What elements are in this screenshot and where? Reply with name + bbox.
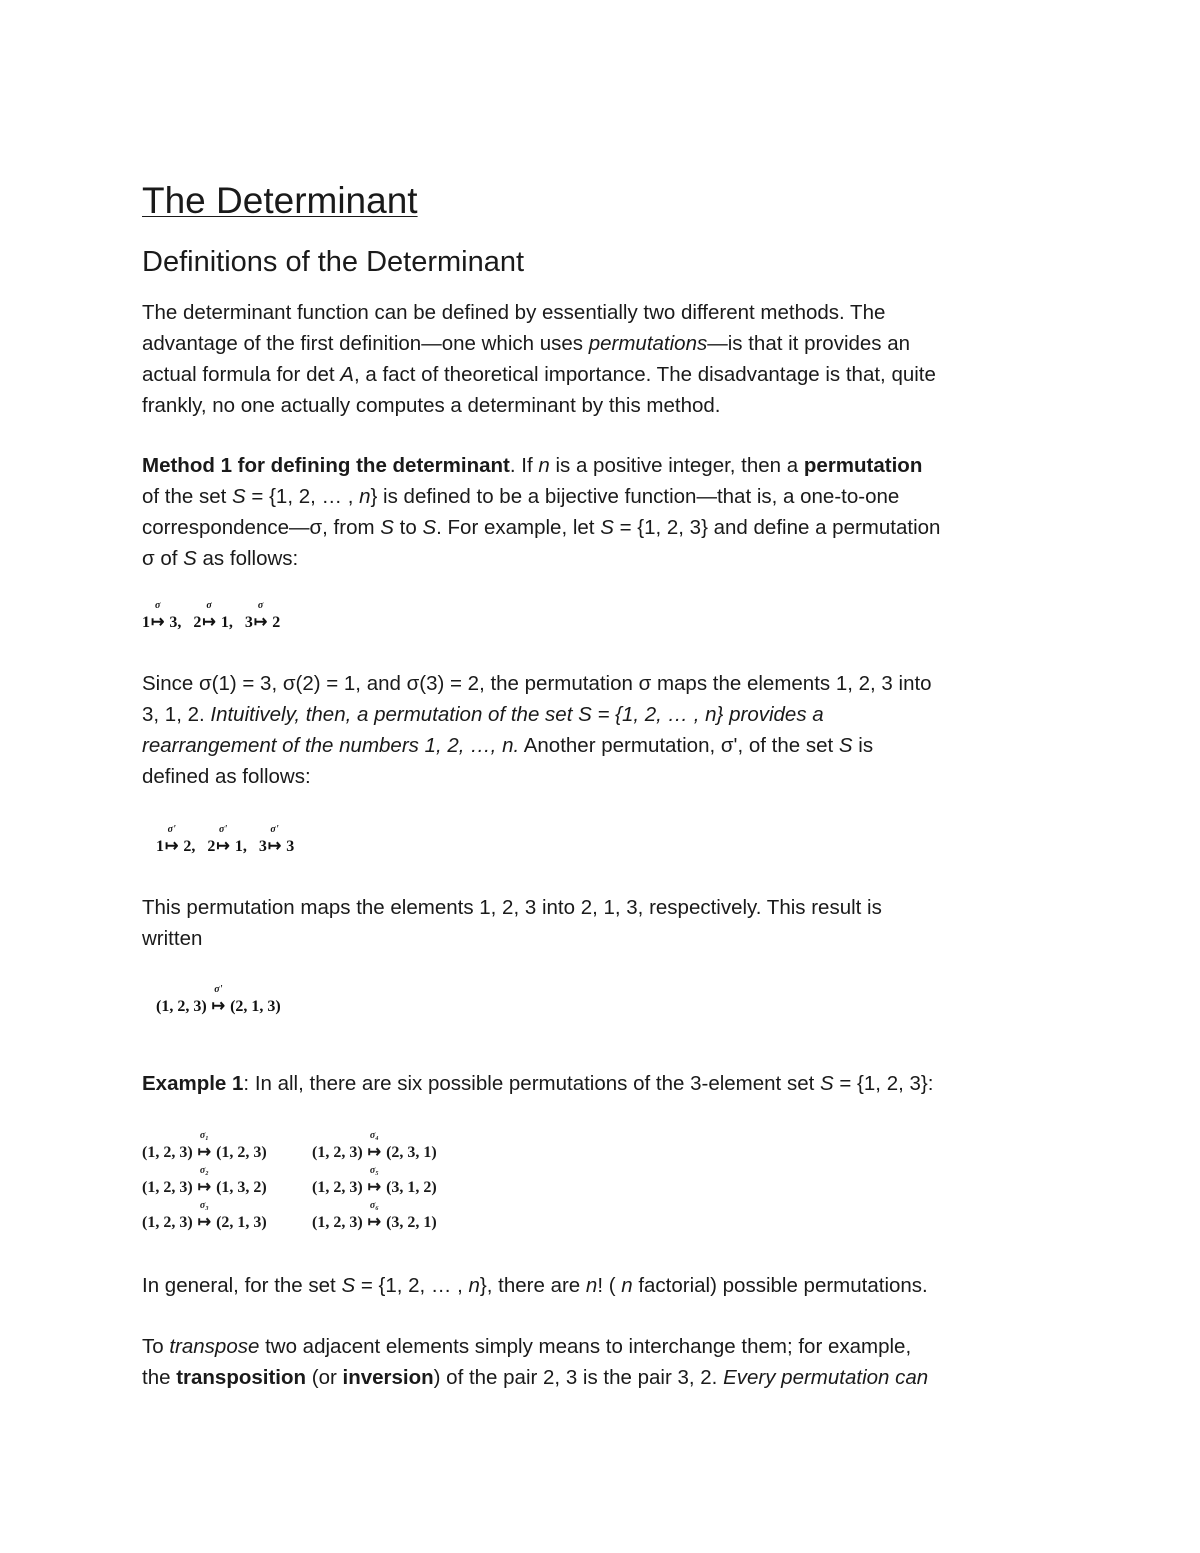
math-label: σ' xyxy=(214,984,223,995)
mapsto-glyph: ↦ xyxy=(197,1214,212,1231)
math-label: σ xyxy=(257,600,264,611)
mapsto-arrow-icon xyxy=(197,1165,212,1197)
mapsto-arrow-icon xyxy=(165,824,179,856)
written-mapping-equation xyxy=(156,984,281,1016)
text: —is that it provides an xyxy=(707,332,911,355)
math-term: (1, 2, 3) xyxy=(142,1214,193,1231)
method1-line-4 xyxy=(142,543,1072,574)
text: 3, 1, 2. xyxy=(142,703,211,726)
math-term: (1, 2, 3) xyxy=(156,998,207,1015)
text: = {1, 2, 3}: xyxy=(833,1072,934,1095)
mapsto-arrow-icon xyxy=(367,1130,382,1162)
math-label: σ' xyxy=(167,824,176,835)
italic-var: A xyxy=(340,363,354,386)
italic-term: transpose xyxy=(169,1335,260,1358)
permutation-cell xyxy=(142,1130,267,1162)
math-term: (3, 1, 2) xyxy=(386,1179,437,1196)
text: to xyxy=(393,516,423,539)
text: : In all, there are six possible permutations of the 3-element set xyxy=(243,1072,820,1095)
example1-paragraph xyxy=(142,1068,1072,1099)
math-term: 3, xyxy=(169,614,182,631)
text: σ of xyxy=(142,547,184,570)
math-term: (1, 2, 3) xyxy=(312,1179,363,1196)
italic-text: Intuitively, then, a permutation of the set S = {1, 2, … , xyxy=(210,703,706,726)
this-permutation-paragraph xyxy=(142,892,1072,954)
italic-term: permutations xyxy=(588,332,708,355)
sigma-mapping-equation xyxy=(142,600,281,632)
math-label: σ' xyxy=(219,824,228,835)
permutations-grid xyxy=(142,1130,437,1247)
italic-text: rearrangement of the numbers 1, 2, …, n. xyxy=(142,734,520,757)
text: the xyxy=(142,1366,177,1389)
math-term: 2 xyxy=(207,838,216,855)
text: ) of the pair 2, 3 is the pair 3, 2. xyxy=(433,1366,724,1389)
transpose-paragraph xyxy=(142,1331,1072,1393)
math-term: 3 xyxy=(244,614,253,631)
bold-term: permutation xyxy=(803,454,923,477)
mapsto-glyph: ↦ xyxy=(367,1179,382,1196)
mapsto-glyph: ↦ xyxy=(197,1179,212,1196)
italic-var: n xyxy=(585,1274,598,1297)
math-label: σ' xyxy=(270,824,279,835)
math-label: σ xyxy=(155,600,161,611)
sigma-prime-mapping-equation xyxy=(156,824,295,856)
intro-line-2 xyxy=(142,328,1072,359)
text: as follows: xyxy=(196,547,299,570)
bold-term: inversion xyxy=(342,1366,434,1389)
text: = {1, 2, … , xyxy=(355,1274,469,1297)
math-label: σ₆ xyxy=(369,1200,379,1211)
math-label: σ₁ xyxy=(199,1130,209,1141)
this-perm-line-1: This permutation maps the elements 1, 2, 3 into 2, 1, 3, respectively. This result is xyxy=(142,896,882,919)
example1-line xyxy=(142,1068,1072,1099)
mapsto-arrow-icon xyxy=(216,824,230,856)
mapsto-arrow-icon xyxy=(267,824,282,856)
transpose-line-2 xyxy=(142,1362,1072,1393)
mapsto-glyph: ↦ xyxy=(367,1144,382,1161)
this-perm-line-2: written xyxy=(142,927,203,950)
text: , a fact of theoretical importance. The disadvantage is that, quite xyxy=(353,363,936,386)
general-line xyxy=(142,1270,1072,1301)
text: correspondence—σ, from xyxy=(142,516,381,539)
intro-line-3 xyxy=(142,359,1072,390)
since-line-4: defined as follows: xyxy=(142,765,311,788)
mapsto-glyph: ↦ xyxy=(216,838,230,855)
text: of the set xyxy=(142,485,233,508)
mapsto-glyph: ↦ xyxy=(165,838,179,855)
permutation-cell xyxy=(312,1200,437,1232)
math-term: (2, 1, 3) xyxy=(230,998,281,1015)
text: }, there are xyxy=(479,1274,586,1297)
math-term: 1, xyxy=(234,838,247,855)
italic-var: n xyxy=(621,1274,633,1297)
method1-paragraph xyxy=(142,450,1072,574)
mapsto-arrow-icon xyxy=(367,1200,382,1232)
text: is xyxy=(852,734,874,757)
bold-term: Method 1 for defining the determinant xyxy=(142,454,510,477)
intro-paragraph xyxy=(142,297,1072,421)
italic-var: n xyxy=(538,454,550,477)
math-term: (1, 3, 2) xyxy=(216,1179,267,1196)
text: } is defined to be a bijective function—that is, a one-to-one xyxy=(370,485,900,508)
math-label: σ₄ xyxy=(369,1130,379,1141)
mapsto-glyph: ↦ xyxy=(267,838,282,855)
math-term: (2, 1, 3) xyxy=(216,1214,267,1231)
italic-var: S xyxy=(380,516,394,539)
page-title: The Determinant xyxy=(142,180,418,221)
math-term: (1, 2, 3) xyxy=(216,1144,267,1161)
section-heading: Definitions of the Determinant xyxy=(142,246,525,278)
since-line-3 xyxy=(142,730,1072,761)
mapsto-arrow-icon xyxy=(202,600,216,632)
mapsto-arrow-icon xyxy=(197,1200,212,1232)
mapsto-glyph: ↦ xyxy=(253,614,268,631)
method1-line-3 xyxy=(142,512,1072,543)
math-label: σ₃ xyxy=(199,1200,209,1211)
bold-term: transposition xyxy=(176,1366,307,1389)
permutation-cell xyxy=(312,1130,437,1162)
math-term: 1, xyxy=(220,614,233,631)
transpose-line-1 xyxy=(142,1331,1072,1362)
mapsto-glyph: ↦ xyxy=(151,614,165,631)
intro-line-4: frankly, no one actually computes a determinant by this method. xyxy=(142,394,721,417)
math-term: 1 xyxy=(156,838,164,855)
text: factorial) possible permutations. xyxy=(632,1274,928,1297)
math-label: σ xyxy=(206,600,212,611)
italic-var: S xyxy=(422,516,437,539)
italic-var: S xyxy=(838,734,853,757)
permutation-cell xyxy=(142,1165,267,1197)
italic-var: S xyxy=(341,1274,356,1297)
math-term: 1 xyxy=(142,614,150,631)
text: In general, for the set xyxy=(142,1274,342,1297)
math-term: 3 xyxy=(286,838,295,855)
math-label: σ₅ xyxy=(369,1165,379,1176)
permutation-cell xyxy=(142,1200,267,1232)
math-term: (3, 2, 1) xyxy=(386,1214,437,1231)
text: . For example, let xyxy=(436,516,601,539)
since-line-1: Since σ(1) = 3, σ(2) = 1, and σ(3) = 2, the permutation σ maps the elements 1, 2, 3 into xyxy=(142,672,932,695)
mapsto-arrow-icon xyxy=(197,1130,212,1162)
math-label: σ₂ xyxy=(199,1165,209,1176)
text: advantage of the first definition—one which uses xyxy=(142,332,589,355)
text: To xyxy=(142,1335,170,1358)
math-term: (2, 3, 1) xyxy=(386,1144,437,1161)
text: Another permutation, σ', of the set xyxy=(519,734,839,757)
math-term: (1, 2, 3) xyxy=(312,1144,363,1161)
math-term: 2, xyxy=(183,838,196,855)
text: (or xyxy=(306,1366,343,1389)
mapsto-glyph: ↦ xyxy=(202,614,216,631)
italic-var: S xyxy=(232,485,246,508)
permutation-cell xyxy=(312,1165,437,1197)
mapsto-arrow-icon xyxy=(367,1165,382,1197)
italic-var: S xyxy=(183,547,197,570)
italic-var: S xyxy=(820,1072,834,1095)
general-paragraph xyxy=(142,1270,1072,1301)
text: . If xyxy=(509,454,539,477)
math-term: 2 xyxy=(272,614,281,631)
math-term: (1, 2, 3) xyxy=(312,1214,363,1231)
bold-term: Example 1 xyxy=(142,1072,244,1095)
italic-var: n xyxy=(359,485,371,508)
mapsto-arrow-icon xyxy=(151,600,165,632)
mapsto-glyph: ↦ xyxy=(367,1214,382,1231)
italic-var: n xyxy=(468,1274,480,1297)
italic-text: } provides a xyxy=(716,703,824,726)
text: is a positive integer, then a xyxy=(549,454,804,477)
text: two adjacent elements simply means to interchange them; for example, xyxy=(259,1335,912,1358)
mapsto-glyph: ↦ xyxy=(197,1144,212,1161)
text: ! ( xyxy=(597,1274,622,1297)
mapsto-arrow-icon xyxy=(211,984,226,1016)
permutation-row xyxy=(142,1200,437,1247)
mapsto-glyph: ↦ xyxy=(211,998,226,1015)
text: = {1, 2, … , xyxy=(245,485,360,508)
since-paragraph xyxy=(142,668,1072,792)
text: actual formula for det xyxy=(142,363,341,386)
math-term: 3 xyxy=(258,838,267,855)
since-line-2 xyxy=(142,699,1072,730)
method1-line-1 xyxy=(142,450,1072,481)
mapsto-arrow-icon xyxy=(253,600,268,632)
math-term: (1, 2, 3) xyxy=(142,1179,193,1196)
math-term: 2 xyxy=(193,614,202,631)
method1-line-2 xyxy=(142,481,1072,512)
italic-var: n xyxy=(705,703,717,726)
italic-var: S xyxy=(600,516,614,539)
italic-text: Every permutation can xyxy=(723,1366,929,1389)
intro-line-1: The determinant function can be defined by essentially two different methods. The xyxy=(142,301,886,324)
math-term: (1, 2, 3) xyxy=(142,1144,193,1161)
text: = {1, 2, 3} and define a permutation xyxy=(613,516,941,539)
